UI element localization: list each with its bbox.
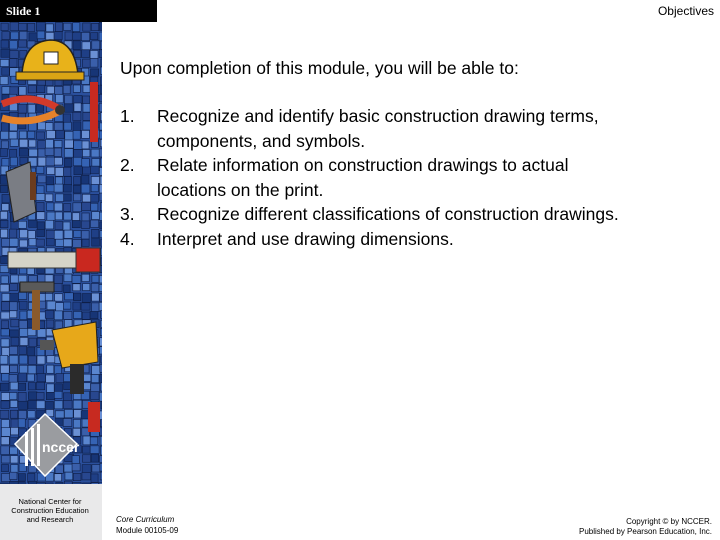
objective-number: 3. (120, 204, 135, 224)
objective-line: Interpret and use drawing dimensions. (157, 228, 454, 249)
copyright-text: Copyright © by NCCER. (626, 517, 712, 526)
slide-number-label: Slide 1 (0, 0, 157, 22)
objective-item (120, 153, 619, 202)
section-title: Objectives (657, 4, 714, 18)
publisher-text: Published by Pearson Education, Inc. (579, 527, 712, 536)
curriculum-name: Core Curriculum (116, 515, 175, 524)
logo-wordmark: nccer (42, 439, 80, 455)
objective-item (120, 227, 619, 252)
objective-line: components, and symbols. (157, 130, 366, 151)
objectives-list (120, 104, 619, 251)
objective-line: Relate information on construction drawings to actual (157, 155, 569, 175)
objective-number: 1. (120, 106, 135, 126)
objective-number: 4. (120, 228, 135, 249)
objective-item (120, 104, 619, 153)
objective-item (120, 202, 619, 227)
objective-number: 2. (120, 155, 135, 175)
mosaic-tools-image (0, 22, 102, 540)
objective-line: Recognize different classifications of construction drawings. (157, 204, 619, 224)
mosaic-sidebar (0, 22, 102, 540)
footer-module-info (116, 514, 178, 536)
tape-measure-icon (8, 248, 100, 272)
organization-name: National Center for Construction Education and Research (11, 497, 89, 524)
objective-line: locations on the print. (157, 179, 324, 200)
intro-text: Upon completion of this module, you will be able to: (120, 58, 519, 78)
module-number: Module 00105-09 (116, 526, 179, 535)
footer-copyright (579, 517, 712, 537)
objective-line: Recognize and identify basic construction drawing terms, (157, 106, 599, 126)
